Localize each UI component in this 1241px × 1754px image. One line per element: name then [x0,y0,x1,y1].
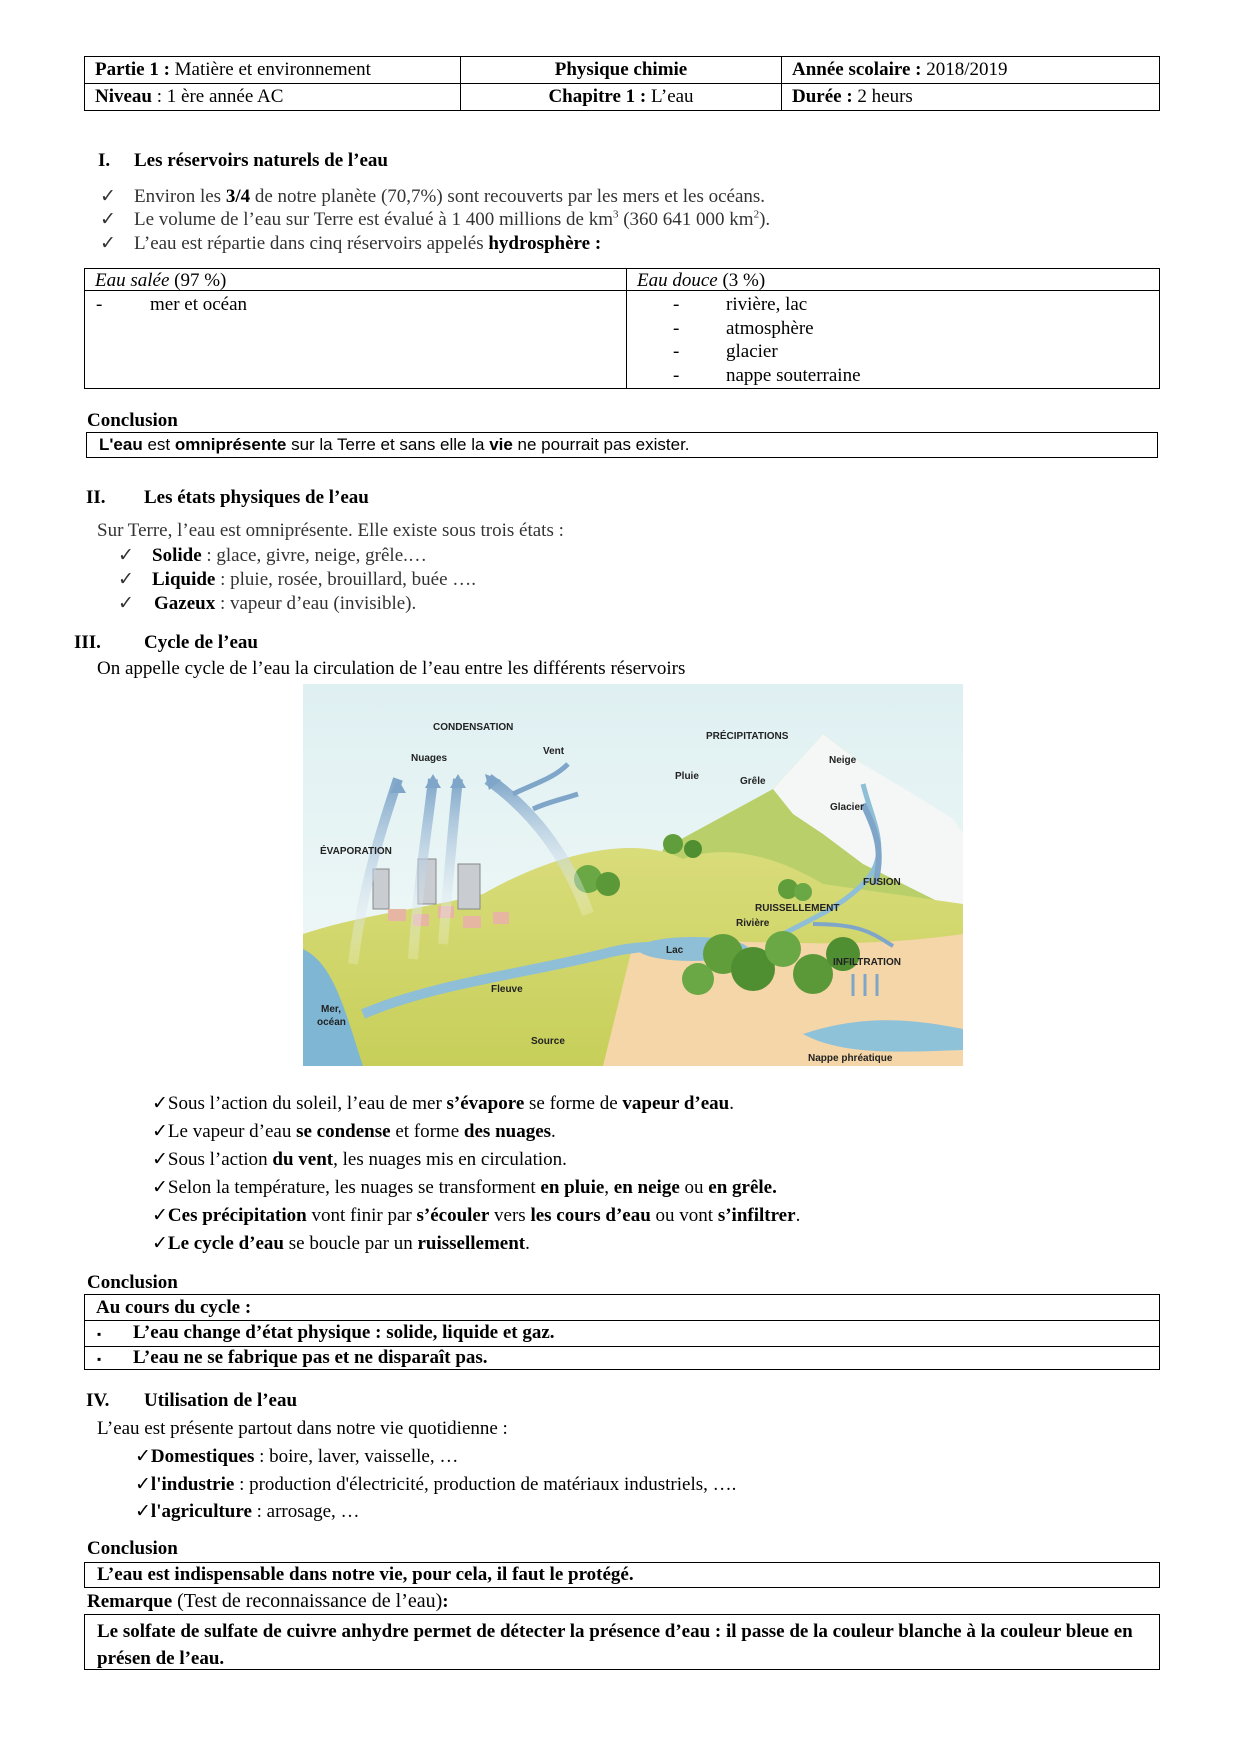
s3-conclusion-item: ▪ L’eau change d’état physique : solide, liquide et gaz. [97,1322,555,1343]
s2-intro: Sur Terre, l’eau est omniprésente. Elle existe sous trois états : [97,520,564,541]
label-infiltration: INFILTRATION [833,957,901,968]
label-condensation: CONDENSATION [433,722,514,733]
remark-heading: Remarque (Test de reconnaissance de l’eau): [87,1590,449,1612]
check-icon: ✓ [100,186,116,207]
cycle-line: ✓Selon la température, les nuages se transforment en pluie, en neige ou en grêle. [152,1177,777,1198]
subject-cell: Physique chimie [461,57,782,84]
usage-item: ✓l'industrie : production d'électricité, production de matériaux industriels, …. [135,1474,737,1495]
label-ruissellement: RUISSELLEMENT [755,903,840,914]
check-icon: ✓ [100,233,116,254]
section-2-number: II. [86,487,106,508]
reservoir-table-col-divider [626,268,627,389]
label-nappe: Nappe phréatique [808,1053,893,1064]
section-3-title: Cycle de l’eau [144,632,258,653]
check-icon: ✓ [152,1149,168,1170]
partie-cell: Partie 1 : Matière et environnement [85,57,461,84]
check-icon: ✓ [135,1446,151,1467]
fresh-item: - nappe souterraine [673,365,861,386]
label-vent: Vent [543,746,565,757]
reservoir-table-divider [84,290,1160,291]
check-icon: ✓ [100,209,116,230]
s2-state-item: ✓ Solide : glace, givre, neige, grêle.… [118,545,427,566]
cycle-line: ✓Le cycle d’eau se boucle par un ruissellement. [152,1233,530,1254]
fresh-water-header: Eau douce (3 %) [637,270,766,291]
s1-bullet-2: ✓ Le volume de l’eau sur Terre est évalué à 1 400 millions de $km^3$ (360 641 000 $km^2$). [100,208,771,230]
check-icon: ✓ [118,569,134,590]
label-nuages: Nuages [411,753,448,764]
remark-text: Le solfate de sulfate de cuivre anhydre permet de détecter la présence d’eau : il passe de la couleur blanche à la couleur bleue en présen de l’eau. [97,1621,1133,1669]
label-source: Source [531,1036,565,1047]
section-4-title: Utilisation de l’eau [144,1390,298,1411]
cycle-line: ✓Le vapeur d’eau se condense et forme des nuages. [152,1121,556,1142]
s2-state-item: ✓ Gazeux : vapeur d’eau (invisible). [118,593,417,614]
label-lac: Lac [666,945,684,956]
check-icon: ✓ [118,593,134,614]
label-glacier: Glacier [830,802,864,813]
bullet-icon: ▪ [97,1352,102,1366]
section-4-number: IV. [86,1390,110,1411]
usage-item: ✓l'agriculture : arrosage, … [135,1501,360,1522]
section-3-number: III. [74,632,101,653]
usage-item: ✓Domestiques : boire, laver, vaisselle, … [135,1446,459,1467]
fresh-item: - rivière, lac [673,294,808,315]
salt-item: - mer et océan [96,294,248,315]
s3-conclusion-divider [84,1320,1160,1321]
annee-cell: Année scolaire : 2018/2019 [782,57,1160,84]
check-icon: ✓ [152,1205,168,1226]
label-pluie: Pluie [675,771,699,782]
section-1-title: Les réservoirs naturels de l’eau [134,150,388,171]
s3-intro: On appelle cycle de l’eau la circulation de l’eau entre les différents réservoirs [97,658,686,679]
s4-conclusion-label: Conclusion [87,1538,178,1559]
label-ocean: océan [317,1017,346,1028]
label-mer: Mer, [321,1004,342,1015]
fresh-item: - atmosphère [673,318,814,339]
reservoir-table [84,268,1160,389]
check-icon: ✓ [152,1177,168,1198]
section-2-title: Les états physiques de l’eau [144,487,369,508]
s1-conclusion-label: Conclusion [87,410,178,431]
check-icon: ✓ [152,1093,168,1114]
s1-bullet-3: ✓ L’eau est répartie dans cinq réservoirs appelés hydrosphère : [100,233,602,254]
label-neige: Neige [829,755,857,766]
s1-conclusion-box: L'eau est omniprésente sur la Terre et sans elle la vie ne pourrait pas exister. [86,432,1158,458]
check-icon: ✓ [152,1233,168,1254]
s2-state-item: ✓ Liquide : pluie, rosée, brouillard, buée …. [118,569,477,590]
niveau-cell: Niveau : 1 ère année AC [85,84,461,111]
label-grele: Grêle [740,776,766,787]
check-icon: ✓ [135,1474,151,1495]
check-icon: ✓ [135,1501,151,1522]
s3-conclusion-item: ▪ L’eau ne se fabrique pas et ne disparaît pas. [97,1347,488,1368]
cycle-line: ✓Ces précipitation vont finir par s’écouler vers les cours d’eau ou vont s’infiltrer. [152,1205,801,1226]
chapitre-cell: Chapitre 1 : L’eau [461,84,782,111]
check-icon: ✓ [152,1121,168,1142]
label-fusion: FUSION [863,877,901,888]
s3-conclusion-label: Conclusion [87,1272,178,1293]
s4-conclusion-text: L’eau est indispensable dans notre vie, pour cela, il faut le protégé. [97,1564,634,1585]
check-icon: ✓ [118,545,134,566]
s1-bullet-1: ✓ Environ les 3/4 de notre planète (70,7%) sont recouverts par les mers et les océans. [100,186,766,207]
section-1-number: I. [98,150,111,171]
label-evaporation: ÉVAPORATION [320,846,392,857]
header-table [84,56,1160,111]
s4-intro: L’eau est présente partout dans notre vie quotidienne : [97,1418,508,1439]
fresh-item: - glacier [673,341,778,362]
salt-water-header: Eau salée (97 %) [95,270,227,291]
label-riviere: Rivière [736,918,770,929]
water-cycle-diagram [303,684,963,1066]
label-precipitations: PRÉCIPITATIONS [706,731,789,742]
cycle-line: ✓Sous l’action du vent, les nuages mis en circulation. [152,1149,567,1170]
label-fleuve: Fleuve [491,984,523,995]
cycle-line: ✓Sous l’action du soleil, l’eau de mer s’évapore se forme de vapeur d’eau. [152,1093,734,1114]
s3-conclusion-head: Au cours du cycle : [96,1297,252,1318]
duree-cell: Durée : 2 heurs [782,84,1160,111]
bullet-icon: ▪ [97,1327,102,1341]
